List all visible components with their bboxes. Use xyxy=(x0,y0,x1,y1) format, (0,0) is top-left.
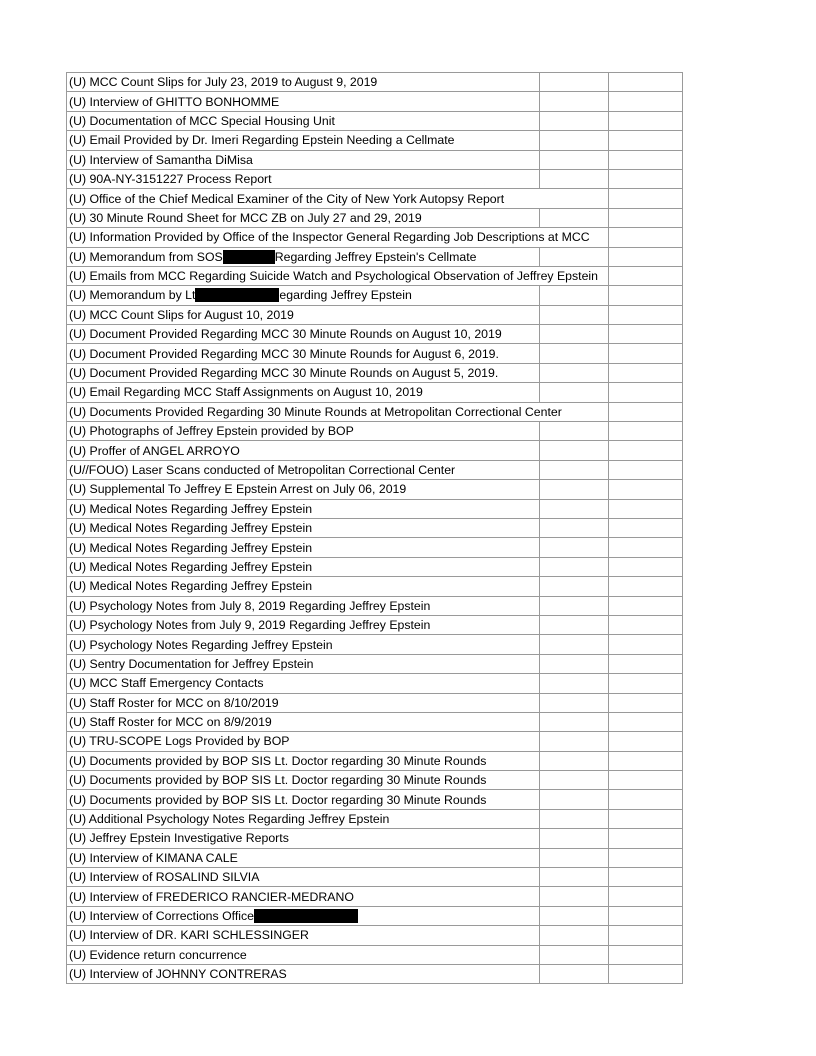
document-title-text: (U) Interview of DR. KARI SCHLESSINGER xyxy=(69,928,309,943)
document-title-text: (U) Staff Roster for MCC on 8/9/2019 xyxy=(69,715,272,730)
table-row xyxy=(67,829,683,848)
empty-cell xyxy=(609,305,683,324)
empty-cell xyxy=(609,848,683,867)
empty-cell xyxy=(609,92,683,111)
document-title-text: (U) Staff Roster for MCC on 8/10/2019 xyxy=(69,695,279,710)
document-title-text: (U) Office of the Chief Medical Examiner of the City of New York Autopsy Report xyxy=(69,191,505,206)
table-row xyxy=(67,131,683,150)
document-title-text: (U) Additional Psychology Notes Regarding Jeffrey Epstein xyxy=(69,812,390,827)
document-title-text: (U) TRU-SCOPE Logs Provided by BOP xyxy=(69,734,290,749)
table-row xyxy=(67,848,683,867)
table-row xyxy=(67,518,683,537)
empty-cell xyxy=(609,945,683,964)
table-row xyxy=(67,111,683,130)
empty-cell xyxy=(609,596,683,615)
empty-cell xyxy=(540,499,609,518)
document-title-text: (U) 90A-NY-3151227 Process Report xyxy=(69,172,272,187)
document-title-text: (U) Documents provided by BOP SIS Lt. Doctor regarding 30 Minute Rounds xyxy=(69,773,487,788)
empty-cell xyxy=(609,344,683,363)
empty-cell xyxy=(540,189,609,208)
table-row xyxy=(67,771,683,790)
document-title-cell xyxy=(67,809,540,828)
document-title-text: egarding Jeffrey Epstein xyxy=(279,288,412,303)
document-title-cell xyxy=(67,363,540,382)
document-title-text: (U) MCC Count Slips for July 23, 2019 to August 9, 2019 xyxy=(69,75,378,90)
table-row xyxy=(67,499,683,518)
document-title-cell xyxy=(67,674,540,693)
empty-cell xyxy=(540,712,609,731)
empty-cell xyxy=(540,150,609,169)
table-row xyxy=(67,150,683,169)
empty-cell xyxy=(540,829,609,848)
document-title-text: (U) Documentation of MCC Special Housing Unit xyxy=(69,113,335,128)
document-title-cell xyxy=(67,325,540,344)
document-title-cell xyxy=(67,460,540,479)
document-title-cell xyxy=(67,887,540,906)
document-title-cell xyxy=(67,266,598,285)
table-row xyxy=(67,73,683,92)
document-title-text: (U) Document Provided Regarding MCC 30 Minute Rounds on August 5, 2019. xyxy=(69,366,499,381)
document-title-text: (U) Memorandum from SOS xyxy=(69,249,223,264)
empty-cell xyxy=(609,189,683,208)
document-title-cell xyxy=(67,169,540,188)
empty-cell xyxy=(540,557,609,576)
empty-cell xyxy=(609,228,683,247)
empty-cell xyxy=(609,790,683,809)
empty-cell xyxy=(609,887,683,906)
empty-cell xyxy=(609,964,683,983)
document-title-cell xyxy=(67,848,540,867)
document-title-cell xyxy=(67,131,540,150)
document-title-cell xyxy=(67,790,540,809)
empty-cell xyxy=(540,383,609,402)
document-title-text: Regarding Jeffrey Epstein's Cellmate xyxy=(274,249,477,264)
table-row xyxy=(67,906,683,925)
table-row xyxy=(67,674,683,693)
document-title-text: (U) Psychology Notes Regarding Jeffrey Epstein xyxy=(69,637,333,652)
document-title-cell xyxy=(67,771,540,790)
empty-cell xyxy=(609,208,683,227)
document-title-cell xyxy=(67,732,540,751)
document-title-cell xyxy=(67,305,540,324)
document-title-cell xyxy=(67,615,540,634)
table-row xyxy=(67,228,683,247)
document-title-text: (U) Documents provided by BOP SIS Lt. Doctor regarding 30 Minute Rounds xyxy=(69,753,487,768)
empty-cell xyxy=(540,635,609,654)
empty-cell xyxy=(540,751,609,770)
table-row xyxy=(67,363,683,382)
empty-cell xyxy=(540,111,609,130)
document-title-cell xyxy=(67,577,540,596)
document-title-text: (U) Supplemental To Jeffrey E Epstein Arrest on July 06, 2019 xyxy=(69,482,407,497)
document-title-cell xyxy=(67,654,540,673)
empty-cell xyxy=(609,654,683,673)
table-row xyxy=(67,92,683,111)
empty-cell xyxy=(609,829,683,848)
empty-cell xyxy=(609,247,683,266)
empty-cell xyxy=(609,693,683,712)
document-title-cell xyxy=(67,926,540,945)
empty-cell xyxy=(540,169,609,188)
document-title-cell xyxy=(67,538,540,557)
document-title-cell xyxy=(67,228,590,247)
empty-cell xyxy=(540,868,609,887)
document-title-cell xyxy=(67,150,540,169)
document-title-text: (U) Jeffrey Epstein Investigative Reports xyxy=(69,831,289,846)
redaction-box xyxy=(254,909,358,923)
empty-cell xyxy=(609,615,683,634)
document-title-text: (U) Interview of Corrections Office xyxy=(69,908,254,923)
document-title-text: (U) Document Provided Regarding MCC 30 Minute Rounds for August 6, 2019. xyxy=(69,346,499,361)
empty-cell xyxy=(540,771,609,790)
document-title-cell xyxy=(67,189,540,208)
empty-cell xyxy=(540,518,609,537)
document-title-cell xyxy=(67,596,540,615)
empty-cell xyxy=(609,732,683,751)
empty-cell xyxy=(540,286,609,305)
document-title-cell xyxy=(67,111,540,130)
document-title-cell xyxy=(67,906,540,925)
table-row xyxy=(67,325,683,344)
document-title-cell xyxy=(67,73,540,92)
empty-cell xyxy=(609,906,683,925)
document-title-cell xyxy=(67,247,540,266)
exhibit-index-table xyxy=(66,72,683,984)
empty-cell xyxy=(540,674,609,693)
document-title-text: (U) Medical Notes Regarding Jeffrey Epstein xyxy=(69,579,313,594)
empty-cell xyxy=(540,460,609,479)
document-title-cell xyxy=(67,945,540,964)
table-row xyxy=(67,635,683,654)
empty-cell xyxy=(540,596,609,615)
document-title-text: (U) Medical Notes Regarding Jeffrey Epstein xyxy=(69,540,313,555)
document-title-cell xyxy=(67,693,540,712)
empty-cell xyxy=(609,460,683,479)
empty-cell xyxy=(540,363,609,382)
document-title-text: (U) Email Regarding MCC Staff Assignments on August 10, 2019 xyxy=(69,385,423,400)
empty-cell xyxy=(609,538,683,557)
table-row xyxy=(67,712,683,731)
empty-cell xyxy=(540,441,609,460)
document-title-text: (U) MCC Staff Emergency Contacts xyxy=(69,676,264,691)
empty-cell xyxy=(540,790,609,809)
table-row xyxy=(67,809,683,828)
table-row xyxy=(67,557,683,576)
document-title-cell xyxy=(67,635,540,654)
table-row xyxy=(67,480,683,499)
table-row xyxy=(67,460,683,479)
table-row xyxy=(67,732,683,751)
empty-cell xyxy=(540,344,609,363)
document-title-text: (U) Document Provided Regarding MCC 30 Minute Rounds on August 10, 2019 xyxy=(69,327,502,342)
table-row xyxy=(67,693,683,712)
table-row xyxy=(67,286,683,305)
table-row xyxy=(67,208,683,227)
empty-cell xyxy=(540,577,609,596)
document-title-text: (U) Memorandum by Lt xyxy=(69,288,196,303)
empty-cell xyxy=(540,538,609,557)
empty-cell xyxy=(609,751,683,770)
empty-cell xyxy=(609,111,683,130)
document-title-text: (U) Interview of KIMANA CALE xyxy=(69,850,238,865)
empty-cell xyxy=(540,848,609,867)
empty-cell xyxy=(609,809,683,828)
document-title-cell xyxy=(67,422,540,441)
empty-cell xyxy=(609,557,683,576)
table-row xyxy=(67,887,683,906)
empty-cell xyxy=(609,383,683,402)
empty-cell xyxy=(540,732,609,751)
table-row xyxy=(67,751,683,770)
document-title-text: (U) Photographs of Jeffrey Epstein provided by BOP xyxy=(69,424,354,439)
empty-cell xyxy=(540,92,609,111)
empty-cell xyxy=(540,208,609,227)
empty-cell xyxy=(609,150,683,169)
table-row xyxy=(67,654,683,673)
document-title-text: (U) Medical Notes Regarding Jeffrey Epstein xyxy=(69,559,313,574)
table-row xyxy=(67,926,683,945)
empty-cell xyxy=(540,305,609,324)
document-title-text: (U) Email Provided by Dr. Imeri Regarding Epstein Needing a Cellmate xyxy=(69,133,455,148)
table-row xyxy=(67,305,683,324)
table-row xyxy=(67,577,683,596)
empty-cell xyxy=(609,577,683,596)
table-row xyxy=(67,615,683,634)
empty-cell xyxy=(609,325,683,344)
empty-cell xyxy=(540,945,609,964)
document-title-cell xyxy=(67,441,540,460)
document-title-cell xyxy=(67,829,540,848)
document-title-text: (U) Medical Notes Regarding Jeffrey Epstein xyxy=(69,521,313,536)
table-row xyxy=(67,422,683,441)
table-row xyxy=(67,790,683,809)
empty-cell xyxy=(540,73,609,92)
empty-cell xyxy=(540,422,609,441)
empty-cell xyxy=(609,712,683,731)
exhibit-index-body xyxy=(67,73,683,984)
document-title-text: (U) Evidence return concurrence xyxy=(69,947,247,962)
empty-cell xyxy=(609,266,683,285)
empty-cell xyxy=(609,499,683,518)
document-title-text: (U) MCC Count Slips for August 10, 2019 xyxy=(69,307,294,322)
table-row xyxy=(67,868,683,887)
document-title-text: (U) Sentry Documentation for Jeffrey Epstein xyxy=(69,656,314,671)
table-row xyxy=(67,402,683,421)
table-row xyxy=(67,169,683,188)
document-title-cell xyxy=(67,499,540,518)
empty-cell xyxy=(609,363,683,382)
empty-cell xyxy=(609,480,683,499)
document-title-cell xyxy=(67,92,540,111)
document-title-cell xyxy=(67,383,540,402)
document-title-text: (U) Medical Notes Regarding Jeffrey Epstein xyxy=(69,501,313,516)
table-row xyxy=(67,266,683,285)
document-title-text: (U) Psychology Notes from July 9, 2019 Regarding Jeffrey Epstein xyxy=(69,618,431,633)
empty-cell xyxy=(540,964,609,983)
table-row xyxy=(67,945,683,964)
empty-cell xyxy=(540,325,609,344)
empty-cell xyxy=(609,926,683,945)
table-row xyxy=(67,596,683,615)
document-title-text: (U) Documents provided by BOP SIS Lt. Doctor regarding 30 Minute Rounds xyxy=(69,792,487,807)
table-row xyxy=(67,344,683,363)
empty-cell xyxy=(609,635,683,654)
document-title-text: (U) Interview of Samantha DiMisa xyxy=(69,152,253,167)
empty-cell xyxy=(609,422,683,441)
document-title-text: (U) 30 Minute Round Sheet for MCC ZB on July 27 and 29, 2019 xyxy=(69,210,422,225)
empty-cell xyxy=(609,518,683,537)
empty-cell xyxy=(540,615,609,634)
document-title-cell xyxy=(67,518,540,537)
document-title-cell xyxy=(67,208,540,227)
document-title-text: (U//FOUO) Laser Scans conducted of Metropolitan Correctional Center xyxy=(69,463,456,477)
document-title-text: (U) Interview of ROSALIND SILVIA xyxy=(69,870,260,885)
table-row xyxy=(67,441,683,460)
document-title-text: (U) Interview of JOHNNY CONTRERAS xyxy=(69,967,287,982)
document-title-cell xyxy=(67,402,562,421)
document-title-text: (U) Proffer of ANGEL ARROYO xyxy=(69,443,240,458)
document-title-text: (U) Information Provided by Office of the Inspector General Regarding Job Descriptions at MCC xyxy=(69,230,590,245)
table-row xyxy=(67,538,683,557)
document-title-text: (U) Documents Provided Regarding 30 Minute Rounds at Metropolitan Correctional Center xyxy=(69,404,562,419)
document-title-text: (U) Interview of FREDERICO RANCIER-MEDRANO xyxy=(69,889,354,904)
document-title-cell xyxy=(67,868,540,887)
empty-cell xyxy=(609,73,683,92)
empty-cell xyxy=(540,247,609,266)
empty-cell xyxy=(540,693,609,712)
document-title-cell xyxy=(67,964,540,983)
empty-cell xyxy=(540,926,609,945)
document-title-text: (U) Emails from MCC Regarding Suicide Watch and Psychological Observation of Jeffrey Epstein xyxy=(69,269,598,284)
empty-cell xyxy=(609,674,683,693)
empty-cell xyxy=(609,131,683,150)
document-title-cell xyxy=(67,751,540,770)
document-title-text: (U) Psychology Notes from July 8, 2019 Regarding Jeffrey Epstein xyxy=(69,598,431,613)
empty-cell xyxy=(609,402,683,421)
table-row xyxy=(67,383,683,402)
empty-cell xyxy=(609,771,683,790)
empty-cell xyxy=(540,654,609,673)
empty-cell xyxy=(540,809,609,828)
redaction-box xyxy=(223,250,275,264)
document-title-text: (U) Interview of GHITTO BONHOMME xyxy=(69,94,280,109)
document-title-cell xyxy=(67,286,540,305)
empty-cell xyxy=(540,906,609,925)
document-title-cell xyxy=(67,557,540,576)
table-row xyxy=(67,189,683,208)
empty-cell xyxy=(540,887,609,906)
empty-cell xyxy=(540,480,609,499)
table-row xyxy=(67,964,683,983)
empty-cell xyxy=(609,441,683,460)
table-row xyxy=(67,247,683,266)
empty-cell xyxy=(540,131,609,150)
document-title-cell xyxy=(67,712,540,731)
empty-cell xyxy=(609,868,683,887)
document-title-cell xyxy=(67,480,540,499)
empty-cell xyxy=(609,169,683,188)
redaction-box xyxy=(195,288,279,302)
document-title-cell xyxy=(67,344,540,363)
empty-cell xyxy=(609,286,683,305)
